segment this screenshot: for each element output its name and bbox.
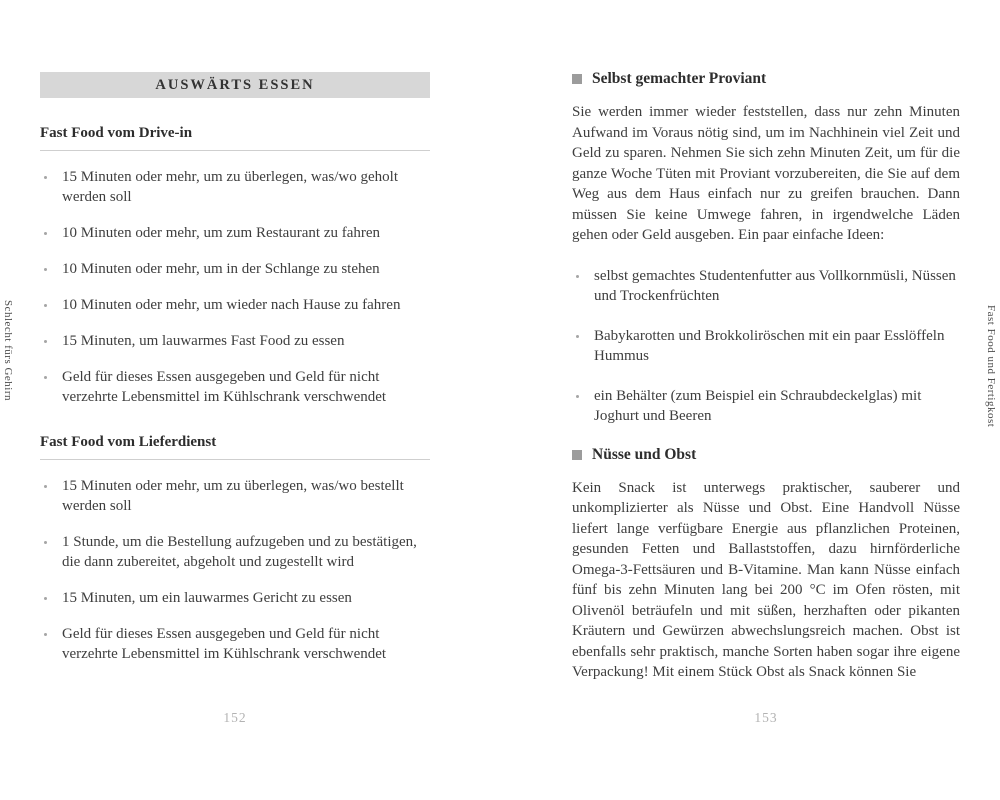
bullet-icon	[44, 340, 47, 343]
bullet-icon	[576, 335, 579, 338]
section-heading-proviant	[572, 70, 960, 88]
nuesse-obst-paragraph: Kein Snack ist unterwegs praktischer, sauberer und unkomplizierter als Nüsse und Obst. Eine Handvoll Nüsse liefert lange verfügbare Energie aus pflanzlichen Proteinen, gesunden Fetten und Ballaststoffen, dazu hirnförderliche Omega-3-Fettsäuren und B-Vitamine. Man kann Nüsse einfach fünf bis zehn Minuten lang bei 200 °C im Ofen rösten, mit Olivenöl beträufeln und mit süßen, herzhaften oder pikanten Kräutern und Gewürzen abwechslungsreich machen. Obst ist ebenfalls sehr praktisch, manche Sorten haben sogar ihre eigene Verpackung! Mit einem Stück Obst als Snack können Sie	[572, 479, 960, 680]
list-item-text: 15 Minuten oder mehr, um zu überlegen, was/wo geholt werden soll	[62, 169, 398, 205]
list-item-text: 10 Minuten oder mehr, um wieder nach Hause zu fahren	[62, 297, 401, 313]
section-heading-nuesse-obst	[572, 446, 960, 464]
bullet-icon	[44, 633, 47, 636]
list-item-text: 1 Stunde, um die Bestellung aufzugeben und zu bestätigen, die dann zubereitet, abgeholt und zugestellt wird	[62, 534, 417, 570]
proviant-list	[572, 266, 960, 426]
bullet-icon	[44, 268, 47, 271]
list-item	[40, 295, 430, 315]
lieferdienst-list	[40, 476, 430, 664]
drive-in-list	[40, 167, 430, 407]
chapter-banner: AUSWÄRTS ESSEN	[40, 72, 430, 98]
bullet-icon	[576, 395, 579, 398]
bullet-icon	[44, 597, 47, 600]
left-margin-chapter-label: Schlecht fürs Gehirn	[2, 300, 14, 402]
bullet-icon	[44, 485, 47, 488]
list-item	[572, 386, 960, 426]
list-item	[40, 331, 430, 351]
list-item	[40, 476, 430, 516]
list-item	[40, 624, 430, 664]
list-item-text: Babykarotten und Brokkoliröschen mit ein paar Esslöffeln Hummus	[594, 327, 945, 364]
list-item-text: 15 Minuten, um ein lauwarmes Gericht zu essen	[62, 590, 352, 606]
list-item	[572, 326, 960, 366]
page-number-left: 152	[223, 710, 247, 725]
square-bullet-icon	[572, 450, 582, 460]
list-item-text: 10 Minuten oder mehr, um zum Restaurant zu fahren	[62, 225, 381, 241]
list-item-text: selbst gemachtes Studentenfutter aus Vollkornmüsli, Nüssen und Trockenfrüchten	[594, 267, 956, 304]
right-margin-chapter-label: Fast Food und Fertigkost	[985, 305, 997, 428]
bullet-icon	[44, 304, 47, 307]
list-item	[572, 266, 960, 306]
list-item	[40, 167, 430, 207]
list-item	[40, 588, 430, 608]
bullet-icon	[44, 541, 47, 544]
bullet-icon	[576, 275, 579, 278]
list-item-text: Geld für dieses Essen ausgegeben und Geld für nicht verzehrte Lebensmittel im Kühlschrank verschwendet	[62, 369, 387, 405]
left-page	[40, 0, 430, 800]
list-item-text: ein Behälter (zum Beispiel ein Schraubdeckelglas) mit Joghurt und Beeren	[594, 387, 922, 424]
square-bullet-icon	[572, 74, 582, 84]
bullet-icon	[44, 232, 47, 235]
section-heading-drive-in: Fast Food vom Drive-in	[40, 124, 430, 151]
list-item-text: 15 Minuten oder mehr, um zu überlegen, was/wo bestellt werden soll	[62, 478, 404, 514]
section-title: Nüsse und Obst	[592, 445, 697, 463]
list-item	[40, 532, 430, 572]
section-heading-lieferdienst: Fast Food vom Lieferdienst	[40, 433, 430, 460]
list-item	[40, 259, 430, 279]
right-page	[572, 0, 960, 800]
bullet-icon	[44, 176, 47, 179]
bullet-icon	[44, 376, 47, 379]
list-item	[40, 367, 430, 407]
proviant-paragraph: Sie werden immer wieder feststellen, dass nur zehn Minuten Aufwand im Voraus nötig sind, um im Nachhinein viel Zeit und Geld zu sparen. Nehmen Sie sich zehn Minuten Zeit, um für die ganze Woche Tüten mit Proviant vorzubereiten, die Sie auf dem Weg aus dem Haus einfach nur zu greifen brauchen. Dann müssen Sie keine Umwege fahren, in irgendwelche Läden gehen oder Geld ausgeben. Ein paar einfache Ideen:	[572, 104, 960, 243]
list-item	[40, 223, 430, 243]
page-number-right: 153	[754, 710, 778, 725]
list-item-text: 15 Minuten, um lauwarmes Fast Food zu essen	[62, 333, 345, 349]
section-title: Selbst gemachter Proviant	[592, 70, 767, 87]
list-item-text: 10 Minuten oder mehr, um in der Schlange zu stehen	[62, 261, 380, 277]
list-item-text: Geld für dieses Essen ausgegeben und Geld für nicht verzehrte Lebensmittel im Kühlschrank verschwendet	[62, 626, 387, 662]
